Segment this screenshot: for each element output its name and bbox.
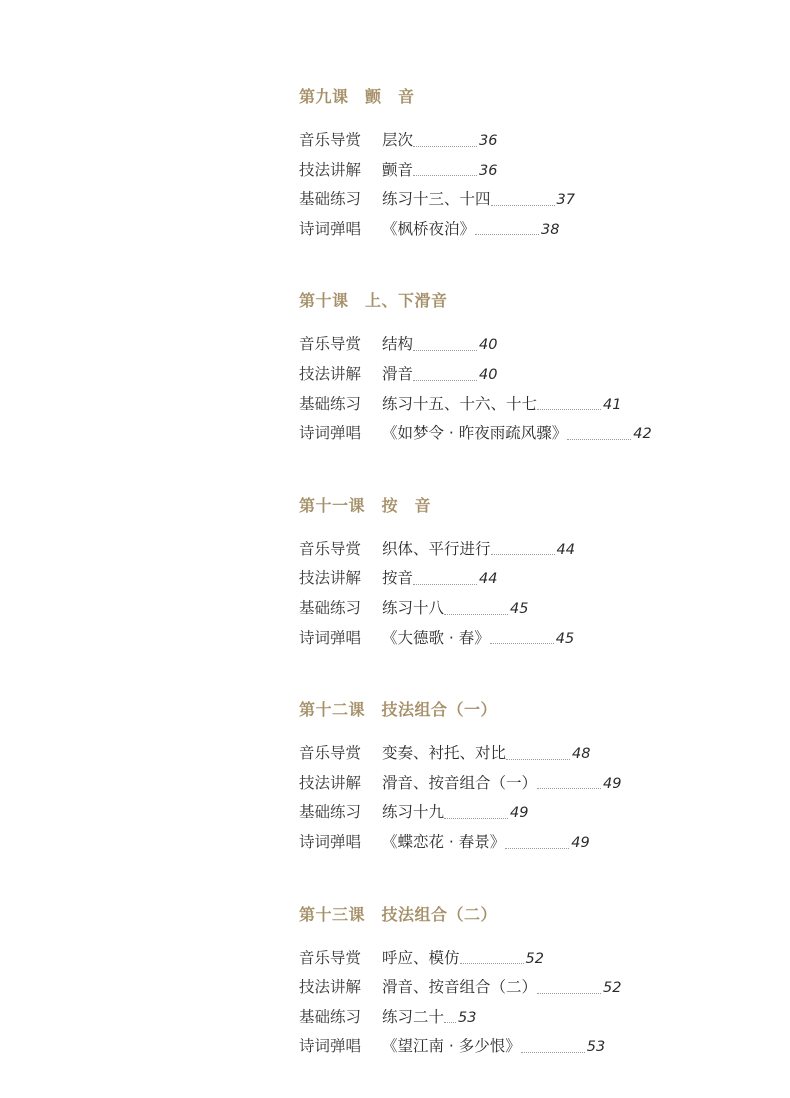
lesson-section [299, 697, 719, 857]
page-number: 37 [556, 192, 575, 209]
toc-entry[interactable] [299, 126, 719, 156]
dotted-leader [413, 146, 477, 147]
page-number: 42 [633, 426, 652, 443]
table-of-contents [299, 84, 719, 1062]
entry-topic: 呼应、模仿 [382, 948, 460, 967]
entry-topic: 练习二十 [382, 1007, 445, 1026]
dotted-leader [413, 175, 477, 176]
toc-entry[interactable] [299, 624, 719, 654]
dotted-leader [444, 818, 508, 819]
lesson-title: 第十二课 技法组合（一） [299, 700, 498, 720]
entry-category: 诗词弹唱 [299, 628, 362, 647]
entry-category: 基础练习 [299, 394, 362, 413]
dotted-leader [567, 439, 631, 440]
lesson-section [299, 493, 719, 653]
lesson-title: 第十一课 按 音 [299, 495, 432, 515]
entry-topic: 《蝶恋花 · 春景》 [382, 832, 506, 851]
page-number: 45 [555, 630, 575, 647]
page-number: 49 [571, 834, 590, 851]
dotted-leader [491, 205, 555, 206]
entry-category: 音乐导赏 [299, 948, 362, 967]
dotted-leader [444, 614, 508, 615]
page-number: 53 [586, 1039, 606, 1056]
dotted-leader [491, 554, 555, 555]
toc-entry[interactable] [299, 390, 719, 420]
toc-entry[interactable] [299, 798, 719, 828]
entry-topic: 《望江南 · 多少恨》 [382, 1037, 521, 1056]
entry-category: 基础练习 [299, 803, 362, 822]
toc-entry[interactable] [299, 185, 719, 215]
page-number: 36 [479, 162, 498, 179]
entry-topic: 滑音、按音组合（二） [382, 978, 538, 997]
entry-category: 音乐导赏 [299, 335, 362, 354]
toc-entry[interactable] [299, 944, 719, 974]
toc-entry[interactable] [299, 360, 719, 390]
lesson-title: 第九课 颤 音 [299, 87, 415, 106]
toc-entry[interactable] [299, 564, 719, 594]
dotted-leader [506, 759, 570, 760]
lesson-section [299, 84, 719, 244]
page-number: 36 [479, 133, 498, 149]
dotted-leader [413, 584, 477, 585]
toc-entry[interactable] [299, 215, 719, 245]
lesson-title: 第十课 上、下滑音 [299, 291, 448, 311]
page-number: 45 [510, 600, 529, 617]
dotted-leader [475, 234, 539, 235]
entry-category: 音乐导赏 [299, 744, 362, 763]
dotted-leader [460, 963, 524, 964]
dotted-leader [413, 350, 477, 351]
entry-topic: 练习十五、十六、十七 [382, 394, 538, 413]
dotted-leader [521, 1052, 585, 1053]
toc-entry[interactable] [299, 1003, 719, 1033]
entry-topic: 按音 [382, 569, 414, 588]
entry-topic: 练习十三、十四 [382, 190, 491, 209]
entry-topic: 变奏、衬托、对比 [382, 744, 507, 763]
dotted-leader [537, 788, 601, 789]
page-number: 52 [603, 980, 622, 997]
dotted-leader [490, 643, 554, 644]
page-number: 40 [479, 366, 498, 383]
lesson-section [299, 288, 719, 448]
entry-category: 基础练习 [299, 1007, 362, 1026]
entry-topic: 《枫桥夜泊》 [382, 219, 476, 238]
lesson-section [299, 902, 719, 1062]
entry-topic: 练习十八 [382, 598, 445, 617]
page-number: 52 [525, 950, 544, 967]
page-number: 49 [510, 805, 529, 822]
entry-topic: 滑音 [382, 364, 414, 383]
dotted-leader [444, 1022, 456, 1023]
entry-category: 音乐导赏 [299, 539, 362, 558]
entry-category: 诗词弹唱 [299, 1037, 362, 1056]
toc-entry[interactable] [299, 419, 719, 449]
entry-topic: 层次 [382, 131, 414, 149]
toc-entry[interactable] [299, 769, 719, 799]
entry-category: 音乐导赏 [299, 131, 362, 149]
toc-entry[interactable] [299, 330, 719, 360]
entry-category: 诗词弹唱 [299, 219, 362, 238]
lesson-title: 第十三课 技法组合（二） [299, 904, 498, 924]
toc-entry[interactable] [299, 739, 719, 769]
entry-topic: 《大德歌 · 春》 [382, 628, 490, 647]
dotted-leader [537, 409, 601, 410]
toc-entry[interactable] [299, 594, 719, 624]
toc-entry[interactable] [299, 156, 719, 186]
entry-category: 基础练习 [299, 190, 362, 209]
toc-entry[interactable] [299, 1032, 719, 1062]
entry-category: 诗词弹唱 [299, 424, 362, 443]
page-number: 49 [603, 775, 622, 792]
page-number: 44 [556, 541, 575, 558]
entry-topic: 结构 [382, 335, 414, 354]
entry-topic: 滑音、按音组合（一） [382, 773, 538, 792]
page-number: 38 [541, 221, 560, 238]
entry-category: 技法讲解 [299, 773, 362, 792]
entry-category: 诗词弹唱 [299, 832, 362, 851]
toc-entry[interactable] [299, 535, 719, 565]
dotted-leader [537, 993, 601, 994]
entry-category: 技法讲解 [299, 569, 362, 588]
entry-category: 技法讲解 [299, 978, 362, 997]
dotted-leader [413, 380, 477, 381]
page-number: 44 [479, 571, 498, 588]
entry-category: 技法讲解 [299, 160, 362, 179]
dotted-leader [505, 848, 569, 849]
toc-entry[interactable] [299, 973, 719, 1003]
entry-category: 技法讲解 [299, 364, 362, 383]
page-number: 53 [458, 1009, 477, 1026]
page-number: 41 [603, 396, 622, 413]
entry-topic: 《如梦令 · 昨夜雨疏风骤》 [382, 424, 568, 443]
page-number: 48 [572, 746, 591, 763]
page-number: 40 [479, 337, 498, 354]
entry-topic: 织体、平行进行 [382, 539, 491, 558]
toc-entry[interactable] [299, 828, 719, 858]
entry-category: 基础练习 [299, 598, 362, 617]
entry-topic: 练习十九 [382, 803, 445, 822]
entry-topic: 颤音 [382, 160, 414, 179]
